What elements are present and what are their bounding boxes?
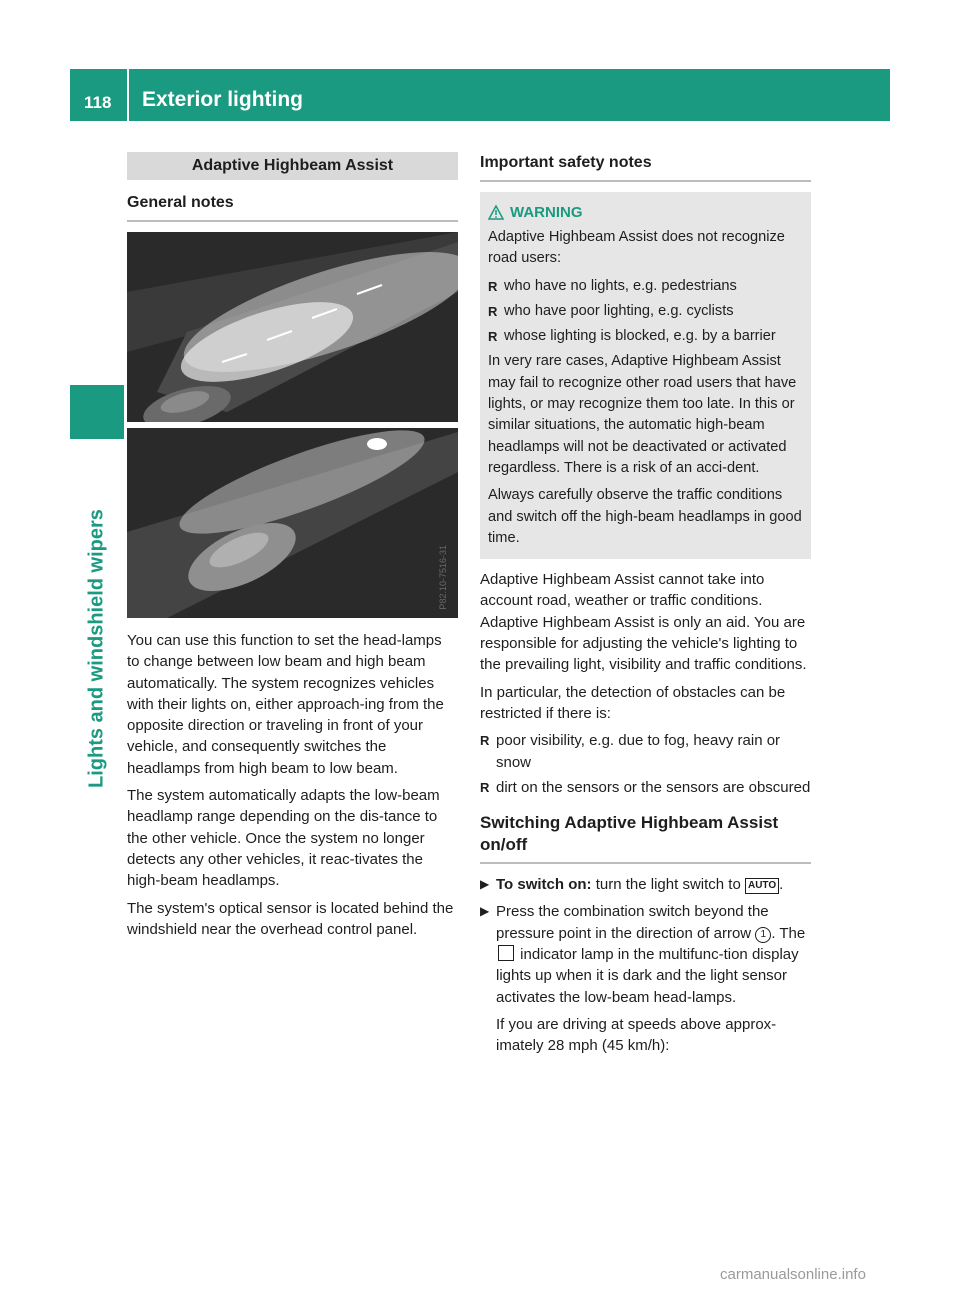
step-press-switch: ▶ Press the combination switch beyond the pressure point in the direction of arrow 1 . The indicator lamp in the multifunc-tion display lights up when it is dark and the light sensor activates the low-beam head-lamps. If you are driving at speeds above approx-imately 28 mph (45 km/h): bbox=[480, 901, 811, 1056]
side-chapter-label: Lights and windshield wipers bbox=[85, 509, 108, 788]
step-text: indicator lamp in the multifunc-tion display lights up when it is dark and the light sensor activates the low-beam head-lamps. bbox=[496, 946, 799, 1006]
panel-divider bbox=[127, 422, 458, 428]
step-arrow-icon: ▶ bbox=[480, 877, 490, 892]
right-paragraph-2: In particular, the detection of obstacles can be restricted if there is: bbox=[480, 683, 786, 722]
general-notes-heading: General notes bbox=[127, 192, 458, 222]
warning-paragraph-2: Always carefully observe the traffic conditions and switch off the high-beam headlamps in good time. bbox=[488, 487, 802, 546]
right-paragraph-1: Adaptive Highbeam Assist cannot take into account road, weather or traffic conditions. Adaptive Highbeam Assist is only an aid. You are responsible for adjusting the vehicle's lighting to the prevailing light, visibility and traffic conditions. bbox=[480, 571, 807, 674]
restriction-bullet: R dirt on the sensors or the sensors are obscured bbox=[480, 778, 811, 796]
side-tab bbox=[70, 385, 124, 439]
warning-triangle-icon bbox=[488, 205, 504, 220]
highbeam-assist-indicator-icon bbox=[498, 945, 514, 961]
oncoming-vehicle-light bbox=[367, 438, 387, 450]
warning-bullet: R who have poor lighting, e.g. cyclists bbox=[488, 302, 734, 319]
section-title: Adaptive Highbeam Assist bbox=[127, 152, 458, 180]
auto-light-switch-icon: AUTO bbox=[745, 878, 779, 894]
step-subtext: If you are driving at speeds above approx-imately 28 mph (45 km/h): bbox=[496, 1015, 777, 1055]
warning-header bbox=[488, 204, 803, 221]
left-column bbox=[127, 152, 458, 946]
page-number: 118 bbox=[84, 93, 112, 112]
step-text: Press the combination switch beyond the pressure point in the direction of arrow bbox=[496, 903, 769, 942]
warning-box bbox=[480, 192, 811, 559]
step-text: turn the light switch to bbox=[595, 876, 741, 894]
header-bar bbox=[70, 69, 890, 121]
step-label: To switch on: bbox=[496, 876, 592, 894]
figure-code: P82.10-7516-31 bbox=[438, 545, 448, 610]
step-switch-on: ▶ To switch on: turn the light switch to AUTO . bbox=[480, 874, 811, 895]
step-text: The bbox=[779, 924, 806, 942]
warning-paragraph-1: In very rare cases, Adaptive Highbeam Assist may fail to recognize other road users that have lights, or may recognize them too late. In this or similar situations, the automatic high-beam headlamps will not be deactivated or activated regardless. There is a risk of an acci-dent. bbox=[488, 353, 797, 476]
left-paragraph-1: You can use this function to set the head-lamps to change between low beam and high beam automatically. The system recognizes vehicles with their lights on, either approach-ing from the opposite direction or traveling in front of your vehicle, and consequently switches the headlamps from high beam to low beam. bbox=[127, 632, 444, 777]
switching-heading: Switching Adaptive Highbeam Assist on/off bbox=[480, 812, 811, 864]
left-paragraph-3: The system's optical sensor is located behind the windshield near the overhead control panel. bbox=[127, 899, 454, 938]
left-paragraph-2: The system automatically adapts the low-beam headlamp range depending on the dis-tance to the other vehicle. Once the system no longer detects any other vehicles, it reac-tivates the high-beam headlamps. bbox=[127, 787, 440, 890]
arrow-callout-icon: 1 bbox=[755, 927, 771, 943]
step-arrow-icon: ▶ bbox=[480, 904, 490, 919]
safety-notes-heading: Important safety notes bbox=[480, 152, 811, 182]
warning-bullet: R who have no lights, e.g. pedestrians bbox=[488, 277, 737, 294]
header-divider bbox=[127, 69, 129, 121]
highbeam-illustration-svg bbox=[127, 232, 458, 618]
footer-watermark: carmanualsonline.info bbox=[720, 1266, 866, 1283]
right-column bbox=[480, 152, 811, 1063]
chapter-title: Exterior lighting bbox=[142, 88, 304, 111]
warning-intro: Adaptive Highbeam Assist does not recognize road users: bbox=[488, 229, 785, 267]
restriction-bullet: R poor visibility, e.g. due to fog, heavy rain or snow bbox=[480, 732, 781, 771]
warning-label: WARNING bbox=[510, 204, 583, 221]
highbeam-illustration bbox=[127, 232, 458, 618]
warning-bullet: R whose lighting is blocked, e.g. by a barrier bbox=[488, 328, 776, 345]
